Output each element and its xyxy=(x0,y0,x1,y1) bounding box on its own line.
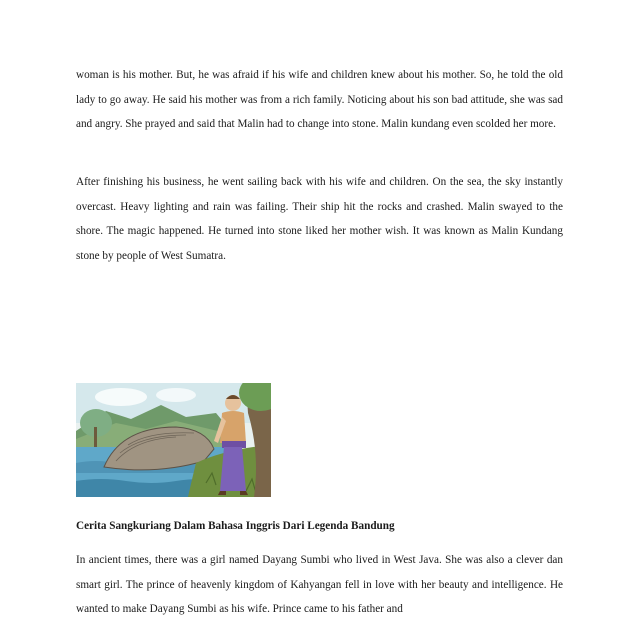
story-heading: Cerita Sangkuriang Dalam Bahasa Inggris Dari Legenda Bandung xyxy=(76,520,395,532)
paragraph-malin-stone: After finishing his business, he went sailing back with his wife and children. On the sea, the sky instantly overcast. Heavy lighting and rain was failing. Their ship hit the rocks and crashed. Malin swayed to the shore. The magic happened. He turned into stone liked her mother wish. It was known as Malin Kundang stone by people of West Sumatra. xyxy=(76,176,563,263)
paragraph-dayang-sumbi: In ancient times, there was a girl named Dayang Sumbi who lived in West Java. She was also a clever dan smart girl. The prince of heavenly kingdom of Kahyangan fell in love with her beauty and intelligence. He wanted to make Dayang Sumbi as his wife. Prince came to his father and xyxy=(76,554,563,616)
sangkuriang-illustration xyxy=(76,383,271,497)
paragraph-malin-mother: woman is his mother. But, he was afraid if his wife and children knew about his mother. So, he told the old lady to go away. He said his mother was from a rich family. Noticing about his son bad attitude, she was sad and angry. She prayed and said that Malin had to change into stone. Malin kundang even scolded her more. xyxy=(76,69,563,131)
